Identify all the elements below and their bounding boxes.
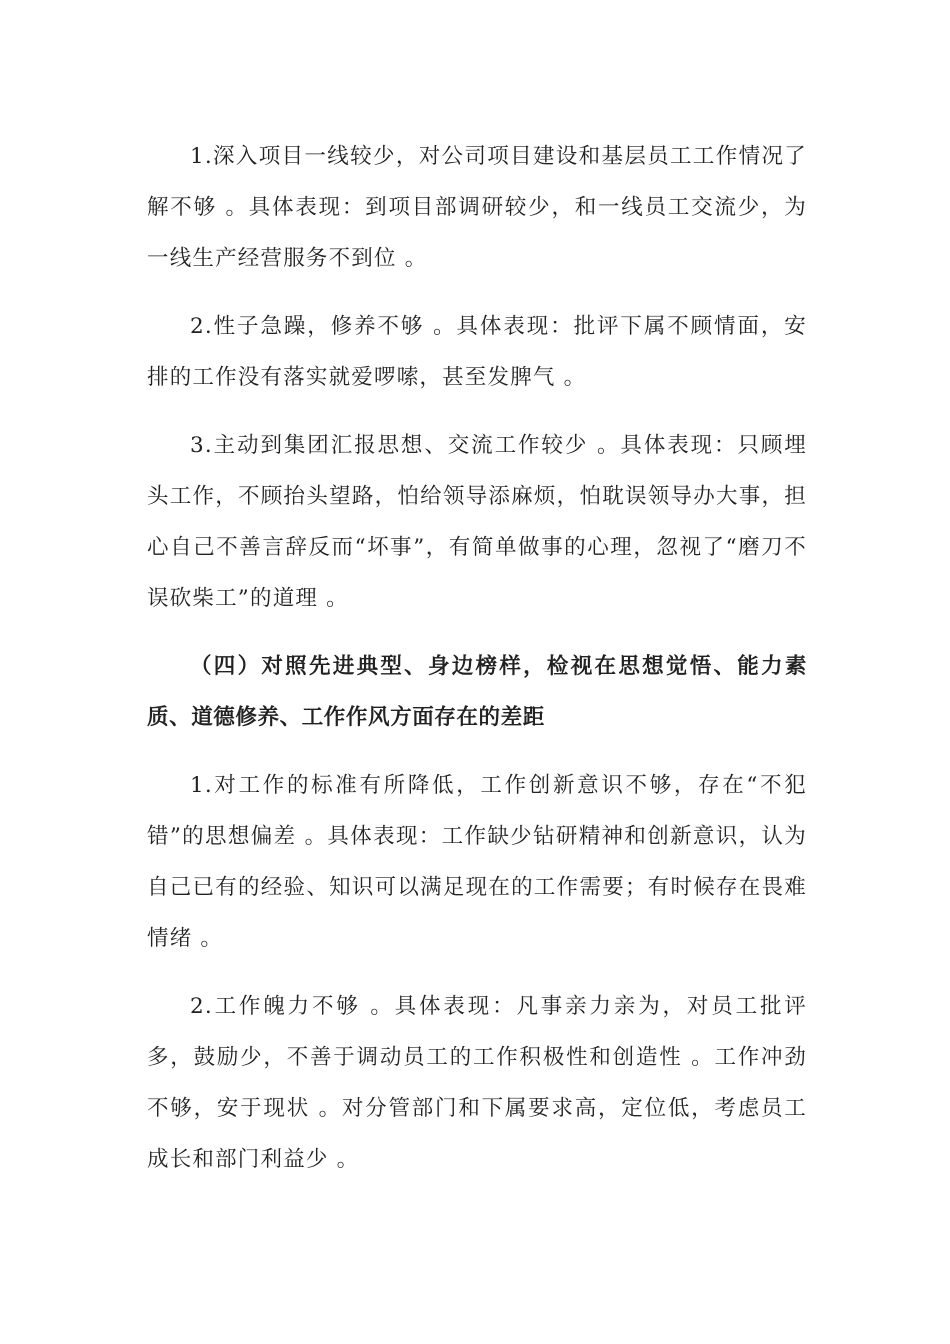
document-page [147, 131, 807, 1202]
section-heading: （四）对照先进典型、身边榜样，检视在思想觉悟、能力素质、道德修养、工作作风方面存在的差距 [147, 654, 807, 730]
paragraph-6: 2.工作魄力不够 。具体表现：凡事亲力亲为，对员工批评多，鼓励少，不善于调动员工的工作积极性和创造性 。工作冲劲不够，安于现状 。对分管部门和下属要求高，定位低，考虑员工成长和部门利益少 。 [147, 994, 807, 1172]
paragraph-3: 3.主动到集团汇报思想、交流工作较少 。具体表现：只顾埋头工作，不顾抬头望路，怕给领导添麻烦，怕耽误领导办大事，担心自己不善言辞反而“坏事”，有简单做事的心理，忽视了“磨刀不误砍柴工”的道理 。 [147, 433, 807, 611]
paragraph-5: 1.对工作的标准有所降低，工作创新意识不够，存在“不犯错”的思想偏差 。具体表现：工作缺少钻研精神和创新意识，认为自己已有的经验、知识可以满足现在的工作需要；有时候存在畏难情绪 。 [147, 773, 807, 951]
paragraph-2: 2.性子急躁，修养不够 。具体表现：批评下属不顾情面，安排的工作没有落实就爱啰嗦，甚至发脾气 。 [147, 314, 807, 390]
paragraph-1: 1.深入项目一线较少，对公司项目建设和基层员工工作情况了解不够 。具体表现：到项目部调研较少，和一线员工交流少，为一线生产经营服务不到位 。 [147, 144, 807, 271]
